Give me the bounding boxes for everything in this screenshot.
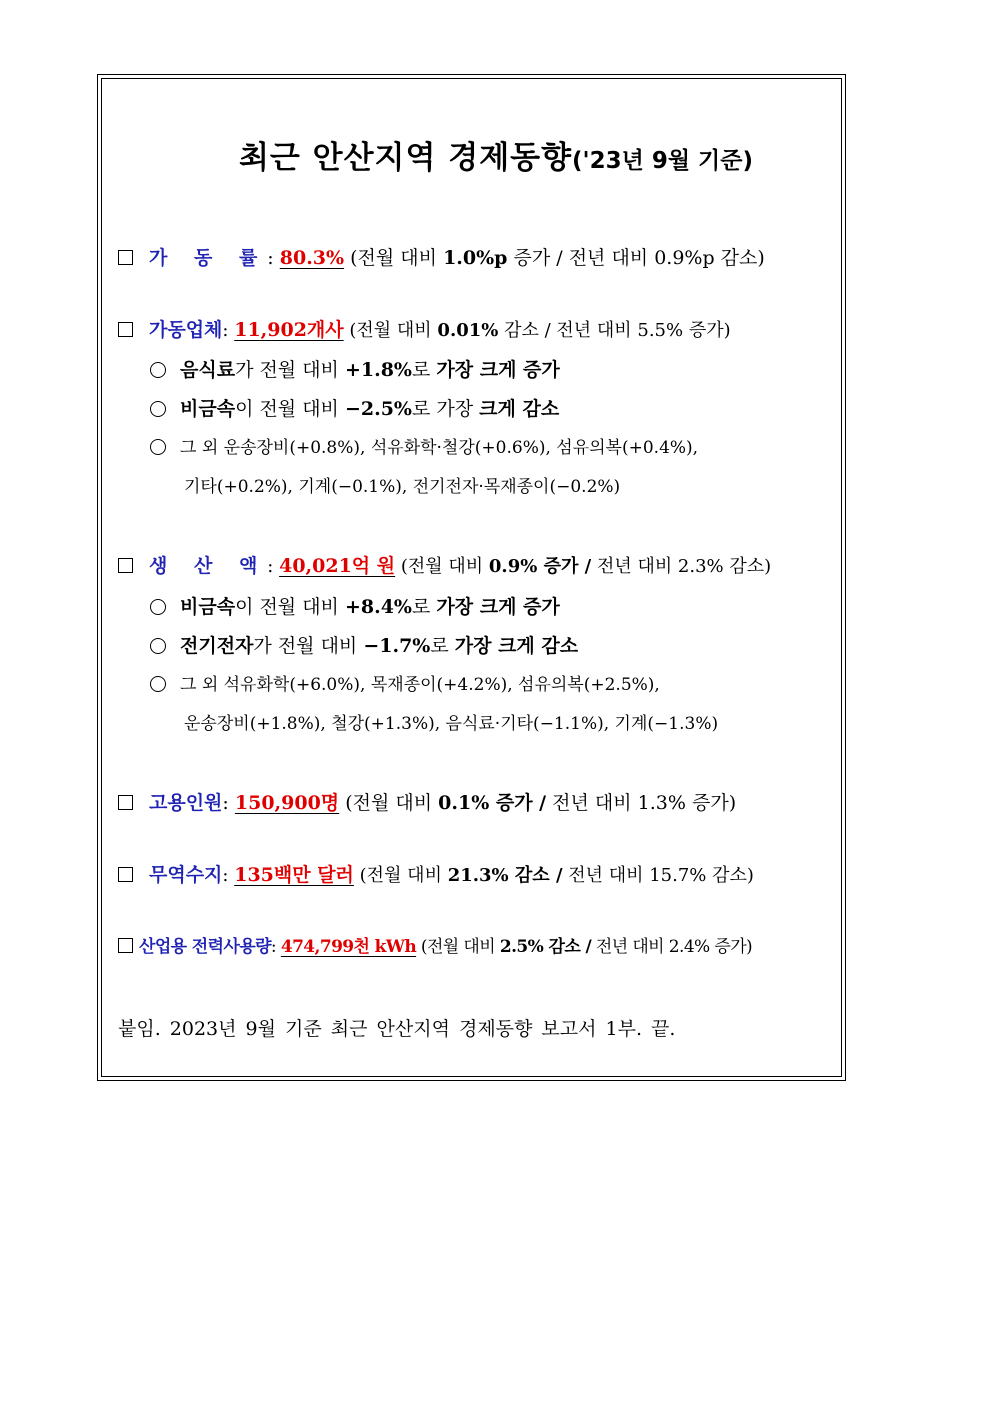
- others-line-1: 그 외 운송장비(+0.8%), 석유화학·철강(+0.6%), 섬유의복(+0.4%),: [180, 438, 699, 458]
- employment-value: 150,900명: [234, 792, 340, 814]
- circle-bullet-icon: [150, 439, 166, 455]
- operating-companies-others: [150, 435, 698, 461]
- circle-bullet-icon: [150, 362, 166, 378]
- bullet-text: 로 가장: [411, 398, 480, 420]
- bullet-text: 로: [411, 596, 437, 618]
- circle-bullet-icon: [150, 401, 166, 417]
- production-detail-rest: 전년 대비 2.3% 감소): [591, 556, 772, 577]
- bullet-value: −2.5%: [344, 398, 412, 420]
- bullet-term: 비금속: [180, 398, 236, 420]
- operation-rate-value: 80.3%: [279, 247, 345, 269]
- checkbox-square-icon: [118, 938, 133, 953]
- trade-detail-bold: 21.3% 감소 /: [447, 865, 563, 886]
- operating-companies-label: 가동업체: [149, 319, 223, 341]
- others-line-1: 그 외 석유화학(+6.0%), 목재종이(+4.2%), 섬유의복(+2.5%),: [180, 675, 660, 695]
- bullet-text: 가 전월 대비: [253, 635, 364, 657]
- production-bullet-1: [150, 594, 560, 620]
- operation-rate-detail-bold: 1.0%p: [443, 247, 508, 269]
- power-detail-prefix: (전월 대비: [420, 937, 500, 957]
- operation-rate-row: 가 동 률: 80.3% (전월 대비 1.0%p 증가 / 전년 대비 0.9%p 감소): [118, 245, 765, 271]
- checkbox-square-icon: [118, 795, 133, 810]
- checkbox-square-icon: [118, 250, 133, 265]
- operating-companies-bullet-2: [150, 396, 559, 422]
- page-title: [0, 132, 992, 177]
- production-row: 생 산 액: 40,021억 원 (전월 대비 0.9% 증가 / 전년 대비 2.3% 감소): [118, 553, 771, 580]
- power-detail-bold: 2.5% 감소 /: [499, 937, 592, 957]
- bullet-value: +1.8%: [344, 359, 412, 381]
- operating-companies-row: 가동업체: 11,902개사 (전월 대비 0.01% 감소 / 전년 대비 5.5% 증가): [118, 317, 731, 344]
- employment-detail-bold: 0.1% 증가 /: [438, 792, 547, 814]
- bullet-value: +8.4%: [344, 596, 412, 618]
- operating-companies-detail-rest: 감소 / 전년 대비 5.5% 증가): [498, 320, 731, 341]
- trade-value: 135백만 달러: [234, 864, 354, 886]
- operating-companies-bullet-1: [150, 357, 560, 383]
- circle-bullet-icon: [150, 638, 166, 654]
- employment-detail-prefix: (전월 대비: [345, 792, 439, 814]
- employment-label: 고용인원: [149, 792, 223, 814]
- circle-bullet-icon: [150, 676, 166, 692]
- production-detail-bold: 0.9% 증가 /: [488, 556, 592, 577]
- checkbox-square-icon: [118, 867, 133, 882]
- production-detail-prefix: (전월 대비: [400, 556, 489, 577]
- bullet-text: 이 전월 대비: [235, 596, 345, 618]
- bullet-term: 음식료: [180, 359, 236, 381]
- checkbox-square-icon: [118, 558, 133, 573]
- circle-bullet-icon: [150, 599, 166, 615]
- employment-detail-rest: 전년 대비 1.3% 증가): [546, 792, 737, 814]
- production-bullet-2: [150, 633, 578, 659]
- checkbox-square-icon: [118, 322, 133, 337]
- bullet-emphasis: 가장 크게 증가: [436, 596, 560, 618]
- power-row: 산업용 전력사용량: 474,799천 kWh (전월 대비 2.5% 감소 / 전년 대비 2.4% 증가): [118, 934, 752, 960]
- bullet-text: 가 전월 대비: [235, 359, 345, 381]
- bullet-emphasis: 가장 크게 감소: [454, 635, 579, 657]
- trade-label: 무역수지: [149, 864, 223, 886]
- bullet-emphasis: 가장 크게 증가: [436, 359, 560, 381]
- power-label: 산업용 전력사용량: [139, 937, 271, 957]
- bullet-term: 비금속: [180, 596, 236, 618]
- operation-rate-detail-rest: 증가 / 전년 대비 0.9%p 감소): [507, 247, 765, 269]
- operation-rate-label: 가 동 률: [149, 247, 268, 269]
- operating-companies-detail-bold: 0.01%: [437, 320, 499, 341]
- trade-detail-prefix: (전월 대비: [359, 865, 448, 886]
- bullet-text: 로: [411, 359, 437, 381]
- power-detail-rest: 전년 대비 2.4% 증가): [591, 937, 753, 957]
- production-value: 40,021억 원: [279, 555, 396, 577]
- bullet-emphasis: 크게 감소: [479, 398, 560, 420]
- attachment-note: 붙임. 2023년 9월 기준 최근 안산지역 경제동향 보고서 1부. 끝.: [118, 1018, 676, 1040]
- production-others: [150, 672, 660, 698]
- production-label: 생 산 액: [149, 555, 268, 577]
- operation-rate-detail-prefix: (전월 대비: [350, 247, 444, 269]
- bullet-text: 이 전월 대비: [235, 398, 345, 420]
- operating-companies-value: 11,902개사: [234, 319, 344, 341]
- bullet-value: −1.7%: [363, 635, 431, 657]
- trade-row: 무역수지: 135백만 달러 (전월 대비 21.3% 감소 / 전년 대비 15.7% 감소): [118, 862, 754, 889]
- power-value: 474,799천 kWh: [280, 937, 417, 957]
- bullet-term: 전기전자: [180, 635, 254, 657]
- production-others-line-2: 운송장비(+1.8%), 철강(+1.3%), 음식료·기타(−1.1%), 기계(−1.3%): [184, 714, 719, 734]
- bullet-text: 로: [430, 635, 455, 657]
- trade-detail-rest: 전년 대비 15.7% 감소): [562, 865, 754, 886]
- title-sub: ('23년 9월 기준): [572, 148, 753, 174]
- operating-companies-others-line-2: 기타(+0.2%), 기계(−0.1%), 전기전자·목재종이(−0.2%): [184, 477, 621, 497]
- title-main: 최근 안산지역 경제동향: [238, 140, 573, 176]
- operating-companies-detail-prefix: (전월 대비: [349, 320, 438, 341]
- employment-row: 고용인원: 150,900명 (전월 대비 0.1% 증가 / 전년 대비 1.3% 증가): [118, 790, 736, 816]
